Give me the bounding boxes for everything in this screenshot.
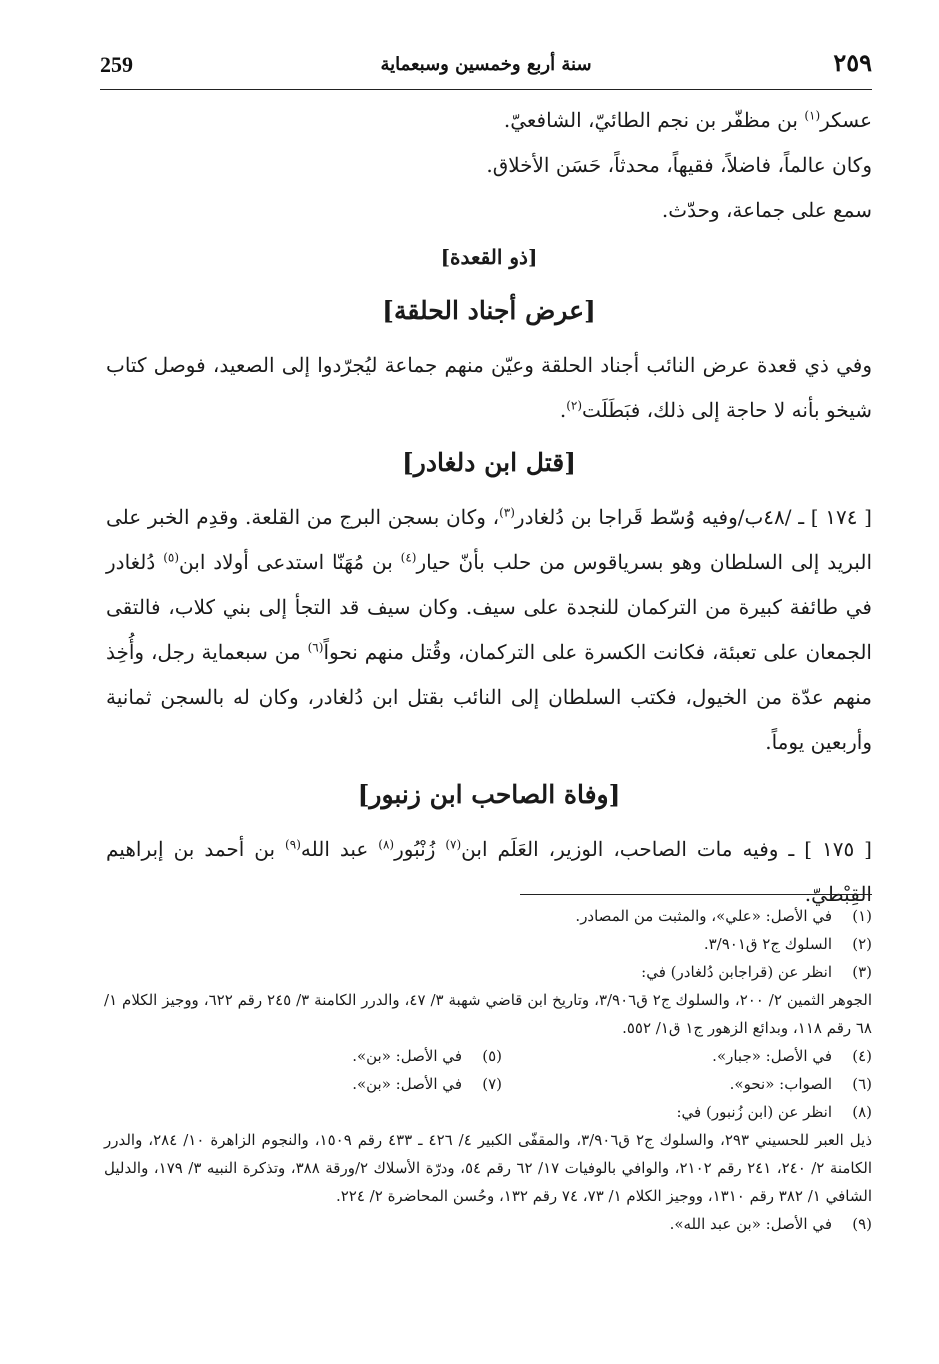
- footnote-2: [104, 930, 872, 958]
- text-run: وفي ذي قعدة عرض النائب أجناد الحلقة وعيّن منهم جماعة ليُجرّدوا إلى الصعيد، فوصل كتاب شيخو بأنه لا حاجة إلى ذلك، فبَطَلَت: [106, 353, 872, 422]
- footnote-number: (١): [852, 907, 872, 925]
- paragraph-4: [106, 343, 872, 433]
- text-run: عسكر: [820, 108, 872, 132]
- main-text: [106, 98, 872, 917]
- footnote-number: (٨): [852, 1103, 872, 1121]
- footnote-ref-9[interactable]: (٩): [285, 837, 301, 852]
- header-rule: [100, 89, 872, 90]
- text-run: بن مُهَنّا استدعى أولاد ابن: [179, 550, 401, 574]
- footnote-ref-3[interactable]: (٣): [499, 505, 515, 520]
- footnote-text: في الأصل: «علي»، والمثبت من المصادر.: [575, 907, 832, 925]
- text-run: [ ١٧٥ ] ـ وفيه مات الصاحب، الوزير، العَلَم ابن: [461, 837, 872, 861]
- text-run: من سبعماية رجل، وأُخِذ منهم عدّة من الخيول، فكتب السلطان إلى النائب بقتل ابن دُلغادر، وكان له بالسجن ثمانية وأربعين يوماً.: [106, 640, 872, 754]
- footnote-ref-6[interactable]: (٦): [307, 640, 324, 655]
- paragraph-2: وكان عالماً، فاضلاً، فقيهاً، محدثاً، حَسَن الأخلاق.: [486, 153, 872, 177]
- running-title: سنة أربع وخمسين وسبعماية: [380, 54, 592, 75]
- footnote-ref-5[interactable]: (٥): [163, 550, 180, 565]
- footnote-9: [104, 1210, 872, 1238]
- footnote-4: [502, 1042, 872, 1070]
- footnote-text: انظر عن (قراجابن دُلغادر) في:: [641, 963, 832, 981]
- footnote-number: (٦): [852, 1075, 872, 1093]
- footnote-text: السلوك ج٢ ق٣/٩٠١.: [703, 935, 832, 953]
- page-number-arabic: ٢٥٩: [833, 48, 872, 77]
- month-heading: [ذو القعدة]: [440, 245, 538, 269]
- footnote-ref-4[interactable]: (٤): [400, 550, 417, 565]
- footnote-text: الصواب: «نحو».: [729, 1075, 832, 1093]
- paragraph-5: [106, 495, 872, 765]
- text-run: عبد الله: [300, 837, 379, 861]
- footnote-5: [132, 1042, 502, 1070]
- text-run: [ ١٧٤ ] ـ /٤٨ب/وفيه وُسّط قَراجا بن دُلغادر: [514, 505, 872, 529]
- page-header: [100, 48, 872, 88]
- footnote-text: انظر عن (ابن زُنبور) في:: [676, 1103, 832, 1121]
- text-run: زُنْبُور: [394, 837, 446, 861]
- footnote-text: في الأصل: «بن».: [352, 1075, 462, 1093]
- footnote-ref-2[interactable]: (٢): [566, 398, 583, 413]
- footnote-number: (٤): [852, 1047, 872, 1065]
- footnote-3: [104, 958, 872, 986]
- footnote-number: (٣): [852, 963, 872, 981]
- footnote-ref-1[interactable]: (١): [804, 108, 821, 123]
- footnote-3-sources: الجوهر الثمين ٢/ ٢٠٠، والسلوك ج٢ ق٣/٩٠٦، وتاريخ ابن قاضي شهبة ٣/ ٤٧، والدرر الكامنة ٣/ ٢٤٥ رقم ٦٢٢، ووجيز الكلام ١/ ٦٨ رقم ١١٨، وبدائع الزهور ج١ ق١/ ٥٥٢.: [104, 991, 872, 1037]
- paragraph-3: سمع على جماعة، وحدّث.: [661, 198, 872, 222]
- text-run: ، وكان بسجن البرج من القلعة. وقدِم الخبر على البريد إلى السلطان وهو بسرياقوس من حلب بأنّ حيار: [106, 505, 872, 574]
- footnote-1: [104, 902, 872, 930]
- footnote-pair-6-7: [104, 1070, 872, 1098]
- section-heading-1: [عرض أجناد الحلقة]: [382, 296, 596, 325]
- footnote-number: (٢): [852, 935, 872, 953]
- footnote-6: [502, 1070, 872, 1098]
- footnote-8-sources: ذيل العبر للحسيني ٢٩٣، والسلوك ج٢ ق٣/٩٠٦، والمقفّى الكبير ٤/ ٤٢٦ ـ ٤٣٣ رقم ١٥٠٩، والنجوم الزاهرة ١٠/ ٢٨٤، والدرر الكامنة ٢/ ٢٤٠، ٢٤١ رقم ٢١٠٢، والوافي بالوفيات ١٧/ ٦٢ رقم ٥٤، ودرّة الأسلاك ٢/ورقة ٣٨٨، وتذكرة النبيه ٣/ ١٧٩، والدليل الشافي ١/ ٣٨٢ رقم ١٣١٠، ووجيز الكلام ١/ ٧٣، ٧٤ رقم ١٣٢، وحُسن المحاضرة ٢/ ٢٢٤.: [104, 1131, 873, 1205]
- text-run: .: [559, 398, 567, 422]
- paragraph-1: [106, 98, 872, 143]
- footnote-pair-4-5: [104, 1042, 872, 1070]
- footnotes: [104, 902, 872, 1238]
- footnote-7: [132, 1070, 502, 1098]
- text-run: بن أحمد بن إبراهيم القِبْطيّ.: [106, 837, 872, 906]
- footnote-number: (٥): [482, 1047, 502, 1065]
- footnote-8: [104, 1098, 872, 1126]
- footnote-rule: [520, 894, 872, 895]
- section-heading-3: [وفاة الصاحب ابن زنبور]: [357, 780, 621, 809]
- text-run: بن مظفّر بن نجم الطائيّ، الشافعيّ.: [503, 108, 805, 132]
- text-run: دُلغادر في طائفة كبيرة من التركمان للنجدة على سيف. وكان سيف قد التجأ إلى بني كلاب، فالتقى الجمعان على تعبئة، فكانت الكسرة على التركمان، وقُتل منهم نحواً: [106, 550, 872, 664]
- footnote-text: في الأصل: «بن عبد الله».: [669, 1215, 832, 1233]
- footnote-text: في الأصل: «جبار».: [712, 1047, 832, 1065]
- footnote-number: (٧): [482, 1075, 502, 1093]
- footnote-ref-7[interactable]: (٧): [445, 837, 462, 852]
- section-heading-2: [قتل ابن دلغادر]: [401, 448, 577, 477]
- footnote-number: (٩): [852, 1215, 872, 1233]
- page-number-latin: 259: [100, 52, 133, 77]
- footnote-ref-8[interactable]: (٨): [378, 837, 395, 852]
- footnote-text: في الأصل: «بن».: [352, 1047, 462, 1065]
